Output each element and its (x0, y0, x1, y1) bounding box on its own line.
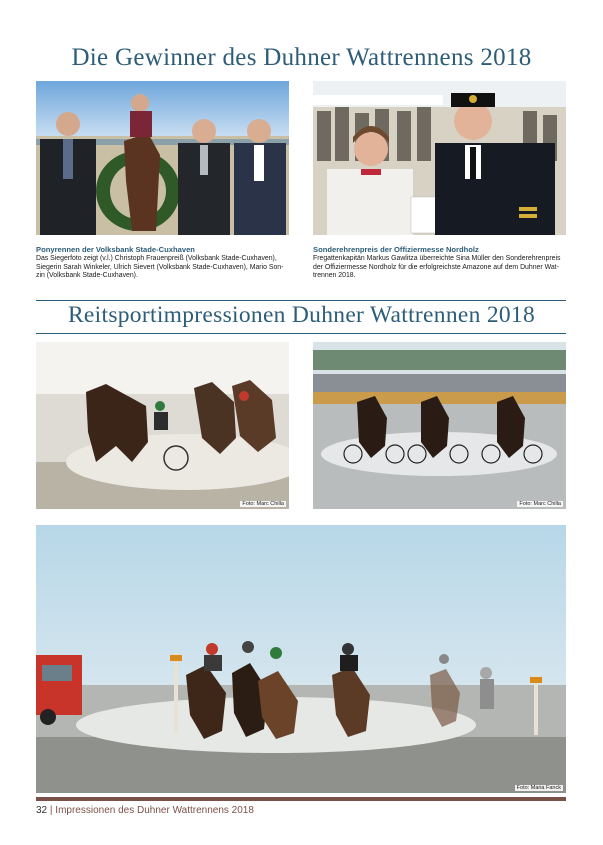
caption-text-pony-race (36, 255, 289, 281)
section-rule-top (36, 300, 566, 301)
caption-line: Fregattenkapitän Markus Gawlitza überreichte Sina Müller den Sonderehrenpreis (313, 255, 561, 262)
photo-credit: Foto: Marc Chilla (242, 501, 284, 507)
caption-line: der Offiziermesse Nordholz für die erfolgreichste Amazone auf dem Duhner Wat- (313, 263, 559, 271)
page-heading-impressions: Reitsportimpressionen Duhner Wattrennen 2018 (67, 302, 536, 328)
photo-pony-winners (36, 81, 289, 235)
photo-credit: Foto: Maria Fanck (516, 785, 561, 791)
caption-line: Das Siegerfoto zeigt (v.l.) Christoph Frauenpreiß (Volksbank Stade-Cuxhaven), (36, 255, 277, 262)
caption-line: zin (Volksbank Stade-Cuxhaven). (36, 272, 138, 280)
caption-line: trennen 2018. (313, 272, 356, 280)
page-footer (36, 805, 254, 816)
section-rule-bottom (36, 333, 566, 334)
caption-line: Siegerin Sarah Winkeler, Ulrich Sievert (Volksbank Stade-Cuxhaven), Mario Son- (36, 263, 284, 271)
caption-text-special-award (313, 255, 566, 281)
photo-gallop-race-mudflats (36, 525, 566, 793)
page-heading-winners: Die Gewinner des Duhner Wattrennens 2018 (71, 44, 532, 71)
photo-harness-race-wide (313, 342, 566, 509)
footer-title: Impressionen des Duhner Wattrennens 2018 (55, 805, 254, 816)
photo-award-ceremony (313, 81, 566, 235)
caption-title-pony-race: Ponyrennen der Volksbank Stade-Cuxhaven (36, 245, 195, 254)
page-number: 32 (36, 805, 48, 816)
photo-credit: Foto: Marc Chilla (519, 501, 561, 507)
footer-separator: | (49, 805, 53, 816)
photo-harness-race-closeup (36, 342, 289, 509)
footer-rule (36, 797, 566, 801)
caption-title-special-award: Sonderehrenpreis der Offiziermesse Nordholz (313, 245, 479, 254)
